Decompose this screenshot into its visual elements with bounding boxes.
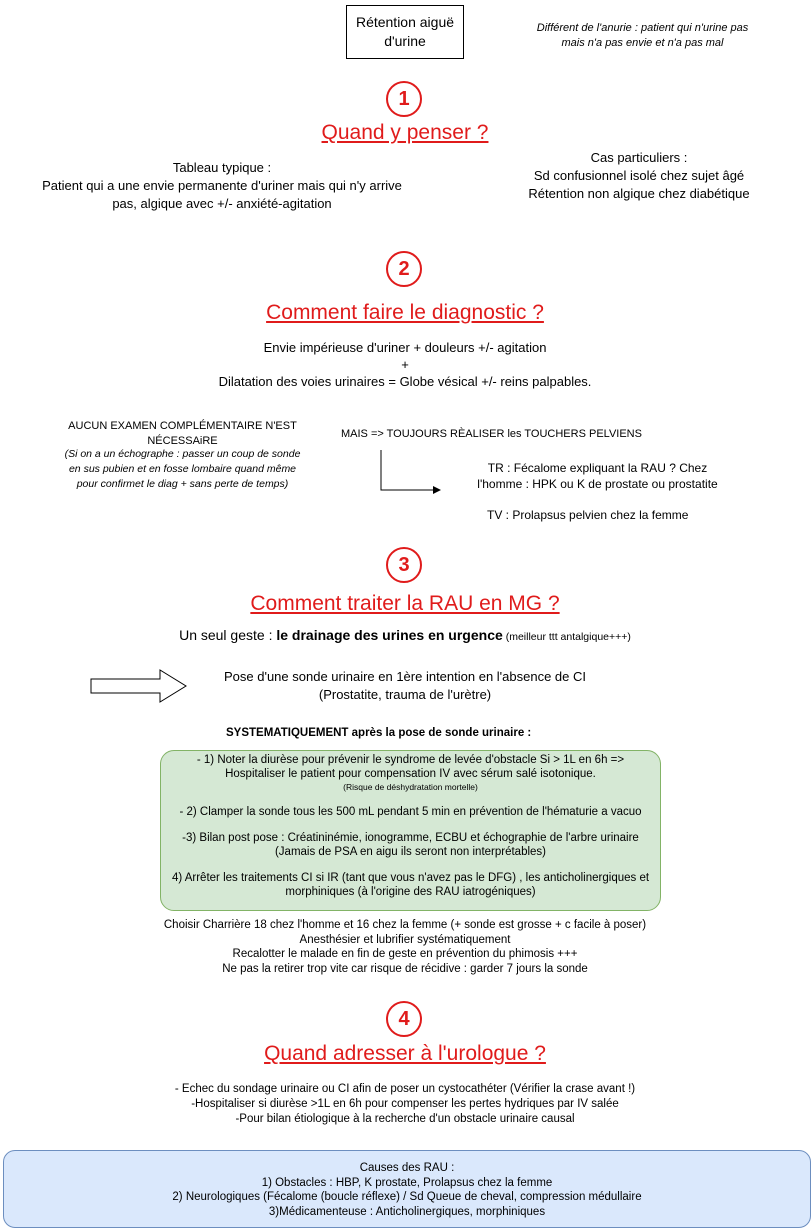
tr-text: TR : Fécalome expliquant la RAU ? Chez l'homme : HPK ou K de prostate ou prostatite xyxy=(477,461,718,491)
post-pose-box xyxy=(160,750,661,911)
title-line-2: d'urine xyxy=(384,33,426,49)
aucun-examen: AUCUN EXAMEN COMPLÉMENTAIRE N'EST NÉCESSAiRE xyxy=(68,420,297,447)
causes-box: Causes des RAU : 1) Obstacles : HBP, K prostate, Prolapsus chez la femme 2) Neurologiques (Fécalome (boucle réflexe) / Sd Queue de cheval, compression médullaire 3)Médicamenteuse : Anticholinergiques, morphiniques xyxy=(3,1150,811,1228)
section-number-4: 4 xyxy=(386,1001,422,1037)
box-item-2: - 2) Clamper la sonde tous les 500 mL pendant 5 min en prévention de l'hématurie a vacuo xyxy=(179,806,642,818)
section-number-1: 1 xyxy=(386,81,422,117)
urologue-criteria: - Echec du sondage urinaire ou CI afin de poser un cystocathéter (Vérifier la crase avant !) -Hospitaliser si diurèse >1L en 6h pour compenser les pertes hydriques par IV salée -Pour bilan étiologique à la recherche d'un obstacle urinaire causal xyxy=(174,1083,636,1125)
box-item-3: -3) Bilan post pose : Créatininémie, ionogramme, ECBU et échographie de l'arbre urinaire (Jamais de PSA en aigu ils seront non interprétables) xyxy=(182,832,639,858)
after-pose-tips: Choisir Charrière 18 chez l'homme et 16 chez la femme (+ sonde est grosse + c facile à poser) Anesthésier et lubrifier systématiquement Recalotter le malade en fin de geste en prévention du phimosis +++ Ne pas la retirer trop vite car risque de récidive : garder 7 jours la sonde xyxy=(163,919,647,975)
section-number-2: 2 xyxy=(386,251,422,287)
section-number-3: 3 xyxy=(386,547,422,583)
section-heading-3: Comment traiter la RAU en MG ? xyxy=(250,592,560,615)
anurie-note: Différent de l'anurie : patient qui n'urine pas mais n'a pas envie et n'a pas mal xyxy=(536,22,749,49)
title-box xyxy=(346,5,464,59)
echographe-note: (Si on a un échographe : passer un coup de sonde en sus pubien et en fosse lombaire quand même pour confirmet le diag + sans perte de temps) xyxy=(64,448,301,490)
box-item-1-note: (Risque de déshydratation mortelle) xyxy=(343,782,478,792)
seul-geste: Un seul geste : le drainage des urines en urgence (meilleur ttt antalgique+++) xyxy=(179,627,631,643)
section-heading-4: Quand adresser à l'urologue ? xyxy=(264,1042,546,1065)
section-heading-1: Quand y penser ? xyxy=(321,121,489,144)
tv-text: TV : Prolapsus pelvien chez la femme xyxy=(487,508,689,522)
section-heading-2: Comment faire le diagnostic ? xyxy=(266,301,544,324)
right-block-arrow xyxy=(90,669,188,703)
cas-particuliers: Cas particuliers : Sd confusionnel isolé chez sujet âgé Rétention non algique chez diabétique xyxy=(528,150,750,201)
diagnostic-criteria: Envie impérieuse d'uriner + douleurs +/- agitation + Dilatation des voies urinaires = Globe vésical +/- reins palpables. xyxy=(218,340,592,389)
box-item-1: - 1) Noter la diurèse pour prévenir le syndrome de levée d'obstacle Si > 1L en 6h => Hospitaliser le patient pour compensation IV avec sérum salé isotonique. xyxy=(196,754,625,780)
touchers-pelviens: MAIS => TOUJOURS RÈALISER les TOUCHERS PELVIENS xyxy=(341,428,642,440)
pose-sonde: Pose d'une sonde urinaire en 1ère intention en l'absence de CI (Prostatite, trauma de l'urètre) xyxy=(224,669,586,702)
title-line-1: Rétention aiguë xyxy=(355,14,455,30)
tableau-typique: Tableau typique : Patient qui a une envie permanente d'uriner mais qui n'y arrive pas, algique avec +/- anxiété-agitation xyxy=(42,160,402,211)
box-item-4: 4) Arrêter les traitements CI si IR (tant que vous n'avez pas le DFG) , les anticholinergiques et morphiniques (à l'origine des RAU iatrogéniques) xyxy=(171,872,650,898)
systematiquement-label: SYSTEMATIQUEMENT après la pose de sonde urinaire : xyxy=(226,727,532,739)
elbow-arrow xyxy=(375,448,445,498)
